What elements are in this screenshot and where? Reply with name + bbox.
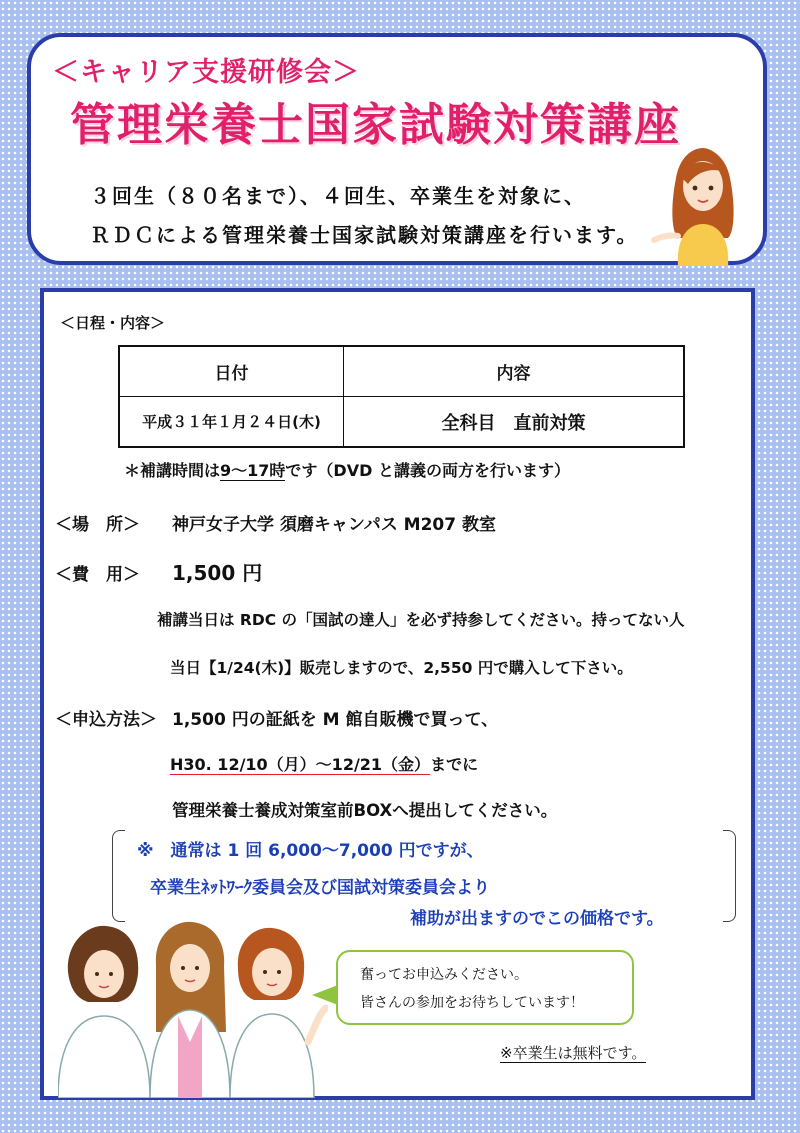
venue-label: ＜場 所＞ — [55, 515, 140, 535]
venue-value: 神戸女子大学 須磨キャンパス M207 教室 — [172, 515, 496, 535]
speech-bubble-tail — [312, 985, 338, 1005]
students-illustration — [58, 912, 328, 1098]
fee-label: ＜費 用＞ — [55, 565, 140, 585]
event-title: 管理栄養士国家試験対策講座 — [70, 98, 682, 151]
bubble-line-1: 奮ってお申込みください。 — [360, 967, 528, 983]
apply-period-line — [170, 752, 478, 775]
schedule-table — [118, 345, 685, 448]
fee-note-2: 当日【1/24(木)】販売しますので、2,550 円で購入して下さい。 — [170, 659, 633, 677]
table-row — [119, 397, 684, 448]
apply-line-1: 1,500 円の証紙を M 館自販機で買って、 — [172, 710, 499, 730]
notice-line-2: 卒業生ﾈｯﾄﾜｰｸ委員会及び国試対策委員会より — [150, 878, 490, 898]
apply-label: ＜申込方法＞ — [55, 710, 157, 730]
intro-line-1: ３回生（８０名まで）、４回生、卒業生を対象に、 — [90, 184, 586, 208]
graduates-free-text: ※卒業生は無料です。 — [500, 1044, 647, 1062]
apply-period: H30. 12/10（月）～12/21（金） — [170, 755, 431, 774]
woman-illustration — [648, 138, 758, 266]
event-subtitle: ＜キャリア支援研修会＞ — [52, 57, 360, 88]
apply-period-suffix: までに — [430, 755, 479, 774]
schedule-section-label: ＜日程・内容＞ — [60, 314, 166, 332]
schedule-note-time: 9～17時 — [220, 461, 286, 480]
schedule-content: 全科目 直前対策 — [344, 397, 685, 448]
schedule-note-suffix: です（DVD と講義の両方を行います） — [285, 461, 570, 480]
apply-line-3: 管理栄養士養成対策室前BOXへ提出してください。 — [172, 801, 558, 820]
schedule-date: 平成３１年１月２４日(木) — [119, 397, 344, 448]
column-header-date: 日付 — [119, 346, 344, 397]
intro-line-2: ＲＤＣによる管理栄養士国家試験対策講座を行います。 — [90, 223, 639, 247]
fee-note-1: 補講当日は RDC の「国試の達人」を必ず持参してください。持ってない人 — [157, 611, 685, 629]
bubble-line-2: 皆さんの参加をお待ちしています！ — [360, 995, 584, 1011]
schedule-note-prefix: ＊補講時間は — [124, 461, 221, 480]
notice-bracket-left — [112, 830, 125, 922]
notice-line-1: ※ 通常は 1 回 6,000～7,000 円ですが、 — [137, 841, 484, 861]
fee-value: 1,500 円 — [172, 561, 263, 585]
table-header-row — [119, 346, 684, 397]
schedule-note — [124, 458, 570, 481]
speech-bubble — [336, 950, 634, 1025]
column-header-content: 内容 — [344, 346, 685, 397]
notice-bracket-right — [723, 830, 736, 922]
notice-line-3: 補助が出ますのでこの価格です。 — [410, 909, 664, 929]
graduates-free-note — [500, 1042, 646, 1063]
